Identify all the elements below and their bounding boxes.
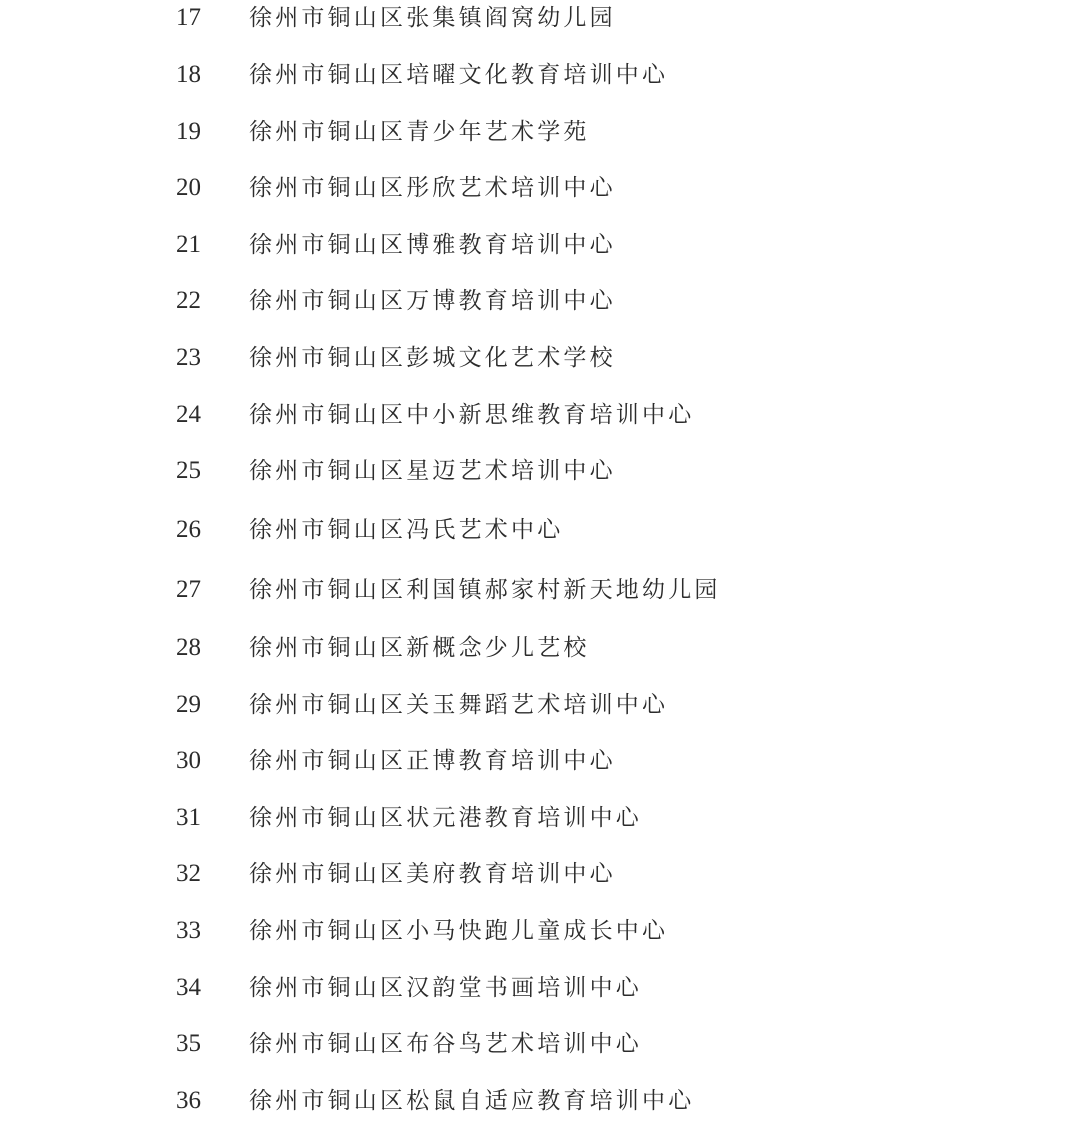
institution-name: 徐州市铜山区冯氏艺术中心 [249,517,564,543]
list-item [0,741,1080,781]
institution-name: 徐州市铜山区中小新思维教育培训中心 [249,402,695,428]
list-item [0,225,1080,265]
item-number: 35 [176,1030,201,1057]
item-number: 28 [176,634,201,661]
institution-name: 徐州市铜山区利国镇郝家村新天地幼儿园 [249,577,721,603]
institution-name: 徐州市铜山区正博教育培训中心 [249,748,616,774]
list-item [0,451,1080,491]
list-item [0,0,1080,38]
item-number: 17 [176,4,201,31]
institution-name: 徐州市铜山区培曜文化教育培训中心 [249,62,669,88]
list-item [0,854,1080,894]
institution-name: 徐州市铜山区张集镇阎窝幼儿园 [249,5,616,31]
institution-name: 徐州市铜山区星迈艺术培训中心 [249,458,616,484]
item-number: 34 [176,974,201,1001]
item-number: 25 [176,457,201,484]
item-number: 27 [176,576,201,603]
item-number: 18 [176,61,201,88]
list-item [0,1024,1080,1064]
item-number: 30 [176,747,201,774]
institution-name: 徐州市铜山区布谷鸟艺术培训中心 [249,1031,642,1057]
institution-name: 徐州市铜山区松鼠自适应教育培训中心 [249,1088,695,1114]
list-item [0,911,1080,951]
list-item [0,55,1080,95]
list-item [0,798,1080,838]
list-item [0,510,1080,550]
list-item [0,968,1080,1008]
institution-name: 徐州市铜山区状元港教育培训中心 [249,805,642,831]
item-number: 23 [176,344,201,371]
list-item [0,395,1080,435]
item-number: 31 [176,804,201,831]
item-number: 24 [176,401,201,428]
institution-name: 徐州市铜山区汉韵堂书画培训中心 [249,975,642,1001]
item-number: 22 [176,287,201,314]
list-item [0,112,1080,152]
list-item [0,628,1080,668]
item-number: 20 [176,174,201,201]
list-item [0,168,1080,208]
institution-name: 徐州市铜山区新概念少儿艺校 [249,635,590,661]
item-number: 36 [176,1087,201,1114]
institution-name: 徐州市铜山区博雅教育培训中心 [249,232,616,258]
institution-name: 徐州市铜山区关玉舞蹈艺术培训中心 [249,692,669,718]
institution-name: 徐州市铜山区万博教育培训中心 [249,288,616,314]
list-item [0,338,1080,378]
list-item [0,1081,1080,1121]
item-number: 29 [176,691,201,718]
list-item [0,570,1080,610]
list-item [0,281,1080,321]
institution-name: 徐州市铜山区彤欣艺术培训中心 [249,175,616,201]
institution-name: 徐州市铜山区小马快跑儿童成长中心 [249,918,669,944]
item-number: 19 [176,118,201,145]
institution-name: 徐州市铜山区美府教育培训中心 [249,861,616,887]
item-number: 33 [176,917,201,944]
institution-name: 徐州市铜山区青少年艺术学苑 [249,119,590,145]
institution-name: 徐州市铜山区彭城文化艺术学校 [249,345,616,371]
list-item [0,685,1080,725]
item-number: 21 [176,231,201,258]
item-number: 32 [176,860,201,887]
item-number: 26 [176,516,201,543]
